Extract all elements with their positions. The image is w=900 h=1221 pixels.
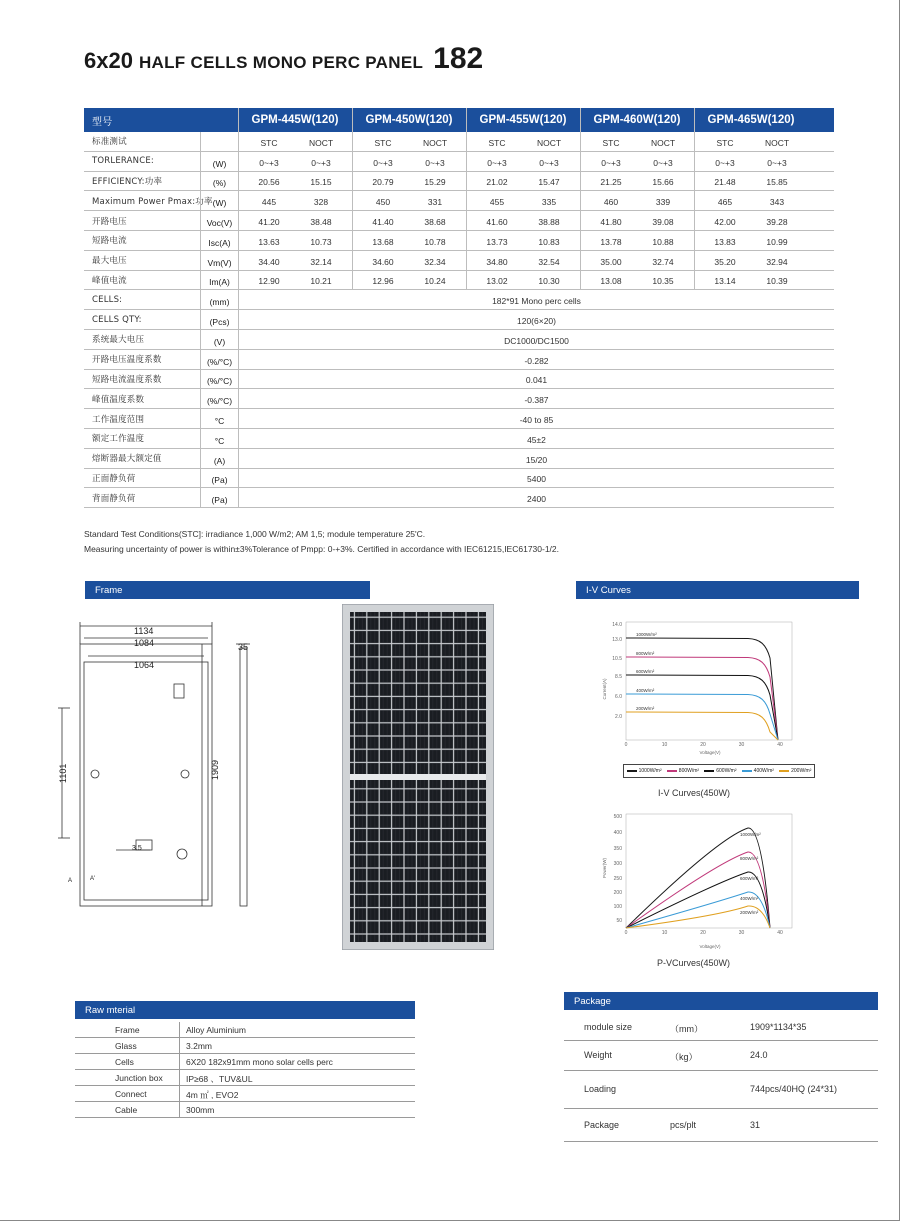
title-part-3: 182 xyxy=(433,42,484,75)
raw-material-value: 300mm xyxy=(186,1105,215,1115)
spec-value: 34.40 xyxy=(258,256,280,267)
raw-material-bar: Raw mterial xyxy=(75,1001,415,1019)
iv-x-tick: 20 xyxy=(700,742,706,748)
spec-row-unit: Isc(A) xyxy=(200,231,238,250)
spec-row-label: 系统最大电压 xyxy=(92,335,145,346)
raw-material-value: 6X20 182x91mm mono solar cells perc xyxy=(186,1057,333,1067)
model-450: GPM-450W(120) xyxy=(365,114,453,126)
spec-table xyxy=(84,108,834,508)
spec-value: 41.20 xyxy=(258,217,280,228)
frame-section-bar: Frame xyxy=(85,581,370,599)
column-divider xyxy=(238,108,239,290)
spec-span-value: 45±2 xyxy=(238,429,834,448)
iv-legend-item xyxy=(667,768,699,774)
model-445: GPM-445W(120) xyxy=(251,114,339,126)
spec-value: STC xyxy=(374,137,392,148)
spec-row-unit: (Pa) xyxy=(200,488,238,507)
spec-span-value: DC1000/DC1500 xyxy=(238,330,834,349)
spec-value: 15.15 xyxy=(310,177,332,188)
pv-y-tick: 500 xyxy=(613,814,622,820)
pv-chart xyxy=(598,808,820,956)
spec-header-label: 型号 xyxy=(92,116,113,128)
spec-value: 0~+3 xyxy=(539,157,559,168)
pv-y-tick: 350 xyxy=(613,846,622,852)
legend-swatch xyxy=(779,770,789,772)
spec-value: 0~+3 xyxy=(373,157,393,168)
spec-value: 15.47 xyxy=(538,177,560,188)
iv-legend-item xyxy=(779,768,811,774)
spec-value: 32.94 xyxy=(766,256,788,267)
package-table xyxy=(564,1014,878,1142)
spec-value: 13.83 xyxy=(714,236,736,247)
spec-span-row xyxy=(84,449,834,469)
spec-row-unit: (Pcs) xyxy=(200,310,238,329)
iv-chart xyxy=(598,614,820,764)
spec-row-unit: (mm) xyxy=(200,290,238,309)
spec-row-unit xyxy=(200,132,238,151)
spec-row-label: 背面静负荷 xyxy=(92,493,136,504)
spec-value: 331 xyxy=(427,197,443,208)
spec-row-label: 短路电流 xyxy=(92,236,127,247)
title-part-1: 6x20 xyxy=(84,48,133,73)
spec-span-row xyxy=(84,409,834,429)
raw-material-row xyxy=(75,1102,415,1118)
raw-material-key: Cells xyxy=(115,1057,134,1067)
spec-value: 0~+3 xyxy=(767,157,787,168)
pv-xlabel: Voltage(V) xyxy=(699,944,721,949)
iv-x-tick: 40 xyxy=(777,742,783,748)
spec-value: 32.14 xyxy=(310,256,332,267)
spec-value: 38.88 xyxy=(538,217,560,228)
spec-value: NOCT xyxy=(422,137,448,148)
title-part-2: HALF CELLS MONO PERC PANEL xyxy=(138,53,424,72)
spec-value: 10.35 xyxy=(652,276,674,287)
spec-value: 12.90 xyxy=(258,276,280,287)
spec-value: 13.73 xyxy=(486,236,508,247)
model-455: GPM-455W(120) xyxy=(479,114,567,126)
package-key: module size xyxy=(584,1022,633,1032)
spec-value: 38.48 xyxy=(310,217,332,228)
iv-legend-item xyxy=(627,768,662,774)
iv-curve-label: 1000W/m² xyxy=(636,632,657,637)
spec-span-value: 182*91 Mono perc cells xyxy=(238,290,834,309)
spec-value: 13.63 xyxy=(258,236,280,247)
legend-swatch xyxy=(627,770,637,772)
iv-y-tick: 13.0 xyxy=(612,637,622,643)
dim-width-cell: 1064 xyxy=(134,660,155,670)
spec-row-label: 工作温度范围 xyxy=(92,414,145,425)
spec-row xyxy=(84,271,834,291)
spec-value: 0~+3 xyxy=(311,157,331,168)
iv-caption: I-V Curves(450W) xyxy=(658,788,731,798)
spec-value: 13.08 xyxy=(600,276,622,287)
iv-legend-item xyxy=(704,768,736,774)
spec-value: 0~+3 xyxy=(715,157,735,168)
spec-row-label: 短路电流温度系数 xyxy=(92,374,162,385)
spec-value: 32.34 xyxy=(424,256,446,267)
pv-x-tick: 0 xyxy=(624,930,628,936)
spec-row-label: 开路电压温度系数 xyxy=(92,355,162,366)
legend-swatch xyxy=(704,770,714,772)
model-460: GPM-460W(120) xyxy=(593,114,681,126)
iv-curve-label: 200W/m² xyxy=(636,706,655,711)
spec-value: 12.96 xyxy=(372,276,394,287)
package-key: Package xyxy=(584,1120,620,1130)
package-value: 24.0 xyxy=(750,1050,768,1060)
spec-value: 10.21 xyxy=(310,276,332,287)
legend-label: 1000W/m² xyxy=(638,768,662,774)
column-divider xyxy=(466,108,467,290)
spec-value: 0~+3 xyxy=(601,157,621,168)
spec-value: 450 xyxy=(375,197,391,208)
pv-curve-label: 400W/m² xyxy=(740,896,759,901)
iv-y-tick: 6.0 xyxy=(615,694,622,700)
spec-value: 13.68 xyxy=(372,236,394,247)
spec-row xyxy=(84,211,834,231)
spec-span-value: 2400 xyxy=(238,488,834,507)
package-value: 1909*1134*35 xyxy=(750,1022,807,1032)
pv-y-tick: 200 xyxy=(613,890,622,896)
spec-span-value: -0.387 xyxy=(238,389,834,408)
iv-section-bar: I-V Curves xyxy=(576,581,859,599)
spec-span-value: -0.282 xyxy=(238,350,834,369)
spec-row-label: Maximum Power Pmax:功率 xyxy=(92,196,213,207)
spec-value: 10.78 xyxy=(424,236,446,247)
raw-material-divider xyxy=(179,1070,180,1085)
spec-value: 35.20 xyxy=(714,256,736,267)
iv-x-tick: 10 xyxy=(661,742,668,748)
dim-small: 3.5 xyxy=(132,845,142,852)
iv-y-tick: 8.5 xyxy=(615,674,622,680)
spec-value: STC xyxy=(716,137,734,148)
spec-value: 32.54 xyxy=(538,256,560,267)
raw-material-row xyxy=(75,1086,415,1102)
spec-value: 41.80 xyxy=(600,217,622,228)
spec-value: 34.80 xyxy=(486,256,508,267)
spec-row xyxy=(84,172,834,192)
spec-header-row xyxy=(84,108,834,132)
spec-value: 10.30 xyxy=(538,276,560,287)
spec-value: 20.56 xyxy=(258,177,280,188)
spec-row-label: EFFICIENCY:功率 xyxy=(92,176,163,187)
dim-depth: 35 xyxy=(238,642,249,652)
spec-value: 39.28 xyxy=(766,217,788,228)
spec-span-row xyxy=(84,350,834,370)
spec-span-row xyxy=(84,370,834,390)
pv-curve-label: 800W/m² xyxy=(740,856,759,861)
iv-curve-label: 800W/m² xyxy=(636,651,655,656)
spec-span-value: 5400 xyxy=(238,469,834,488)
spec-value: 13.14 xyxy=(714,276,736,287)
spec-row-label: 峰值温度系数 xyxy=(92,394,145,405)
spec-row xyxy=(84,152,834,172)
raw-material-divider xyxy=(179,1038,180,1053)
pv-caption: P-VCurves(450W) xyxy=(657,958,731,968)
spec-span-row xyxy=(84,488,834,508)
spec-value: STC xyxy=(602,137,620,148)
pv-curve-label: 600W/m² xyxy=(740,876,759,881)
iv-curve-label: 400W/m² xyxy=(636,688,655,693)
spec-span-value: 0.041 xyxy=(238,370,834,389)
spec-value: 38.68 xyxy=(424,217,446,228)
package-bar: Package xyxy=(564,992,878,1010)
spec-value: 13.78 xyxy=(600,236,622,247)
raw-material-row xyxy=(75,1054,415,1070)
spec-value: 10.99 xyxy=(766,236,788,247)
spec-value: STC xyxy=(260,137,278,148)
raw-material-row xyxy=(75,1022,415,1038)
raw-material-value: Alloy Aluminium xyxy=(186,1025,246,1035)
package-key: Loading xyxy=(584,1084,617,1094)
pv-x-tick: 20 xyxy=(700,930,706,936)
legend-label: 400W/m² xyxy=(753,768,774,774)
spec-value: 41.60 xyxy=(486,217,508,228)
spec-value: 10.39 xyxy=(766,276,788,287)
spec-value: 21.48 xyxy=(714,177,736,188)
legend-label: 600W/m² xyxy=(716,768,737,774)
pv-y-tick: 250 xyxy=(613,876,622,882)
spec-row-unit: (A) xyxy=(200,449,238,468)
spec-span-value: 15/20 xyxy=(238,449,834,468)
iv-x-tick: 0 xyxy=(624,742,628,748)
raw-material-divider xyxy=(179,1054,180,1069)
spec-row-unit: (Pa) xyxy=(200,469,238,488)
spec-value: 0~+3 xyxy=(259,157,279,168)
spec-row-label: TORLERANCE: xyxy=(92,156,154,167)
spec-value: 0~+3 xyxy=(487,157,507,168)
spec-value: 20.79 xyxy=(372,177,394,188)
package-row xyxy=(564,1014,878,1041)
spec-row xyxy=(84,251,834,271)
column-divider xyxy=(580,108,581,290)
raw-material-key: Cable xyxy=(115,1105,138,1115)
spec-value: NOCT xyxy=(764,137,790,148)
frame-drawing xyxy=(50,618,290,918)
pv-x-tick: 10 xyxy=(661,930,668,936)
iv-legend-item xyxy=(742,768,774,774)
spec-value: 465 xyxy=(717,197,733,208)
spec-row-label: 最大电压 xyxy=(92,256,127,267)
spec-value: 455 xyxy=(489,197,505,208)
spec-row xyxy=(84,132,834,152)
package-key: Weight xyxy=(584,1050,612,1060)
spec-value: 15.29 xyxy=(424,177,446,188)
spec-span-row xyxy=(84,429,834,449)
legend-label: 200W/m² xyxy=(791,768,812,774)
iv-y-tick: 14.0 xyxy=(612,622,622,628)
spec-span-value: -40 to 85 xyxy=(238,409,834,428)
pv-x-tick: 40 xyxy=(777,930,783,936)
raw-material-key: Frame xyxy=(115,1025,140,1035)
spec-value: 328 xyxy=(313,197,329,208)
spec-value: 39.08 xyxy=(652,217,674,228)
raw-material-key: Connect xyxy=(115,1089,147,1099)
spec-span-row xyxy=(84,310,834,330)
spec-value: 335 xyxy=(541,197,557,208)
solar-panel-image xyxy=(342,604,494,950)
spec-value: 339 xyxy=(655,197,671,208)
legend-swatch xyxy=(667,770,677,772)
test-conditions-notes xyxy=(84,527,559,557)
pv-y-tick: 50 xyxy=(616,918,622,924)
package-unit: pcs/plt xyxy=(670,1120,697,1130)
iv-plot-frame xyxy=(626,622,792,740)
spec-row xyxy=(84,191,834,211)
spec-value: 460 xyxy=(603,197,619,208)
iv-curve-label: 600W/m² xyxy=(636,669,655,674)
spec-value: 10.83 xyxy=(538,236,560,247)
spec-row-unit: (%) xyxy=(200,172,238,191)
spec-value: NOCT xyxy=(650,137,676,148)
iv-ylabel: Current(A) xyxy=(602,678,607,700)
spec-row-label: 额定工作温度 xyxy=(92,434,145,445)
spec-value: STC xyxy=(488,137,506,148)
spec-row-unit: Voc(V) xyxy=(200,211,238,230)
spec-row-unit: °C xyxy=(200,429,238,448)
raw-material-value: IP≥68 、TUV&UL xyxy=(186,1074,253,1084)
package-value: 31 xyxy=(750,1120,761,1130)
dim-width-inner: 1084 xyxy=(134,638,155,648)
spec-row-unit: (W) xyxy=(200,191,238,210)
iv-legend xyxy=(623,764,815,778)
raw-material-table xyxy=(75,1022,415,1118)
spec-row-unit: °C xyxy=(200,409,238,428)
raw-material-value: 3.2mm xyxy=(186,1041,212,1051)
model-465: GPM-465W(120) xyxy=(707,114,795,126)
spec-value: NOCT xyxy=(308,137,334,148)
spec-row-unit: (%/°C) xyxy=(200,370,238,389)
package-row xyxy=(564,1071,878,1109)
spec-value: 10.24 xyxy=(424,276,446,287)
pv-y-tick: 100 xyxy=(613,904,622,910)
spec-row-label: CELLS QTY: xyxy=(92,314,142,325)
spec-row-label: CELLS: xyxy=(92,294,123,305)
spec-row-unit: Im(A) xyxy=(200,271,238,290)
spec-span-value: 120(6×20) xyxy=(238,310,834,329)
spec-row-unit: Vm(V) xyxy=(200,251,238,270)
column-divider xyxy=(352,108,353,290)
spec-value: 0~+3 xyxy=(653,157,673,168)
pv-y-tick: 300 xyxy=(613,861,622,867)
section-a: A xyxy=(68,878,73,884)
pv-x-tick: 30 xyxy=(738,930,745,936)
spec-value: 21.02 xyxy=(486,177,508,188)
package-row xyxy=(564,1041,878,1071)
dim-height-outer: 1909 xyxy=(210,759,220,780)
spec-value: 10.73 xyxy=(310,236,332,247)
spec-row-label: 正面静负荷 xyxy=(92,473,136,484)
spec-span-row xyxy=(84,389,834,409)
package-unit: （kg） xyxy=(670,1052,698,1062)
raw-material-divider xyxy=(179,1022,180,1037)
spec-value: 10.88 xyxy=(652,236,674,247)
spec-value: 445 xyxy=(261,197,277,208)
raw-material-divider xyxy=(179,1086,180,1101)
section-a-prime: A' xyxy=(90,876,96,882)
spec-value: 41.40 xyxy=(372,217,394,228)
iv-x-tick: 30 xyxy=(738,742,745,748)
spec-span-row xyxy=(84,469,834,489)
pv-curve-label: 1000W/m² xyxy=(740,832,761,837)
note-stc: Standard Test Conditions(STC]: irradiance 1,000 W/m2; AM 1,5; module temperature 25'C. xyxy=(84,529,426,539)
legend-swatch xyxy=(742,770,752,772)
iv-y-tick: 2.0 xyxy=(615,714,622,720)
spec-value: 32.74 xyxy=(652,256,674,267)
dim-width-outer: 1134 xyxy=(134,626,154,636)
page-title xyxy=(84,42,483,76)
legend-label: 800W/m² xyxy=(678,768,700,774)
iv-xlabel: Voltage(V) xyxy=(699,750,721,755)
raw-material-row xyxy=(75,1070,415,1086)
pv-y-tick: 400 xyxy=(613,830,622,836)
spec-value: 13.02 xyxy=(486,276,508,287)
note-uncertainty: Measuring uncertainty of power is within±3%Tolerance of Pmpp: 0-+3%. Certified in accordance with IEC61215,IEC61730-1/2. xyxy=(84,544,560,554)
spec-row-unit: (%/°C) xyxy=(200,389,238,408)
spec-row-label: 熔断器最大额定值 xyxy=(92,454,162,465)
package-row xyxy=(564,1109,878,1142)
spec-value: 42.00 xyxy=(714,217,736,228)
raw-material-row xyxy=(75,1038,415,1054)
raw-material-value: 4m ㎡ , EVO2 xyxy=(186,1090,239,1100)
spec-span-row xyxy=(84,290,834,310)
package-value: 744pcs/40HQ (24*31) xyxy=(750,1084,838,1094)
spec-row xyxy=(84,231,834,251)
raw-material-divider xyxy=(179,1102,180,1117)
spec-value: 0~+3 xyxy=(425,157,445,168)
package-unit: （mm） xyxy=(670,1024,703,1034)
spec-row-label: 峰值电流 xyxy=(92,275,127,286)
raw-material-key: Junction box xyxy=(115,1073,163,1083)
spec-value: 34.60 xyxy=(372,256,394,267)
spec-row-unit: (W) xyxy=(200,152,238,171)
spec-value: NOCT xyxy=(536,137,562,148)
spec-row-label: 开路电压 xyxy=(92,216,127,227)
spec-span-row xyxy=(84,330,834,350)
raw-material-key: Glass xyxy=(115,1041,137,1051)
spec-value: 15.66 xyxy=(652,177,674,188)
pv-curve-label: 200W/m² xyxy=(740,910,759,915)
spec-value: 343 xyxy=(769,197,785,208)
iv-y-tick: 10.5 xyxy=(612,656,622,662)
column-divider xyxy=(694,108,695,290)
dim-height-inner: 1101 xyxy=(58,763,68,783)
spec-value: 15.85 xyxy=(766,177,788,188)
spec-row-unit: (%/°C) xyxy=(200,350,238,369)
spec-row-unit: (V) xyxy=(200,330,238,349)
spec-row-label: 标准测试 xyxy=(92,137,127,148)
pv-ylabel: Power(W) xyxy=(602,858,607,878)
spec-value: 35.00 xyxy=(600,256,622,267)
spec-value: 21.25 xyxy=(600,177,622,188)
